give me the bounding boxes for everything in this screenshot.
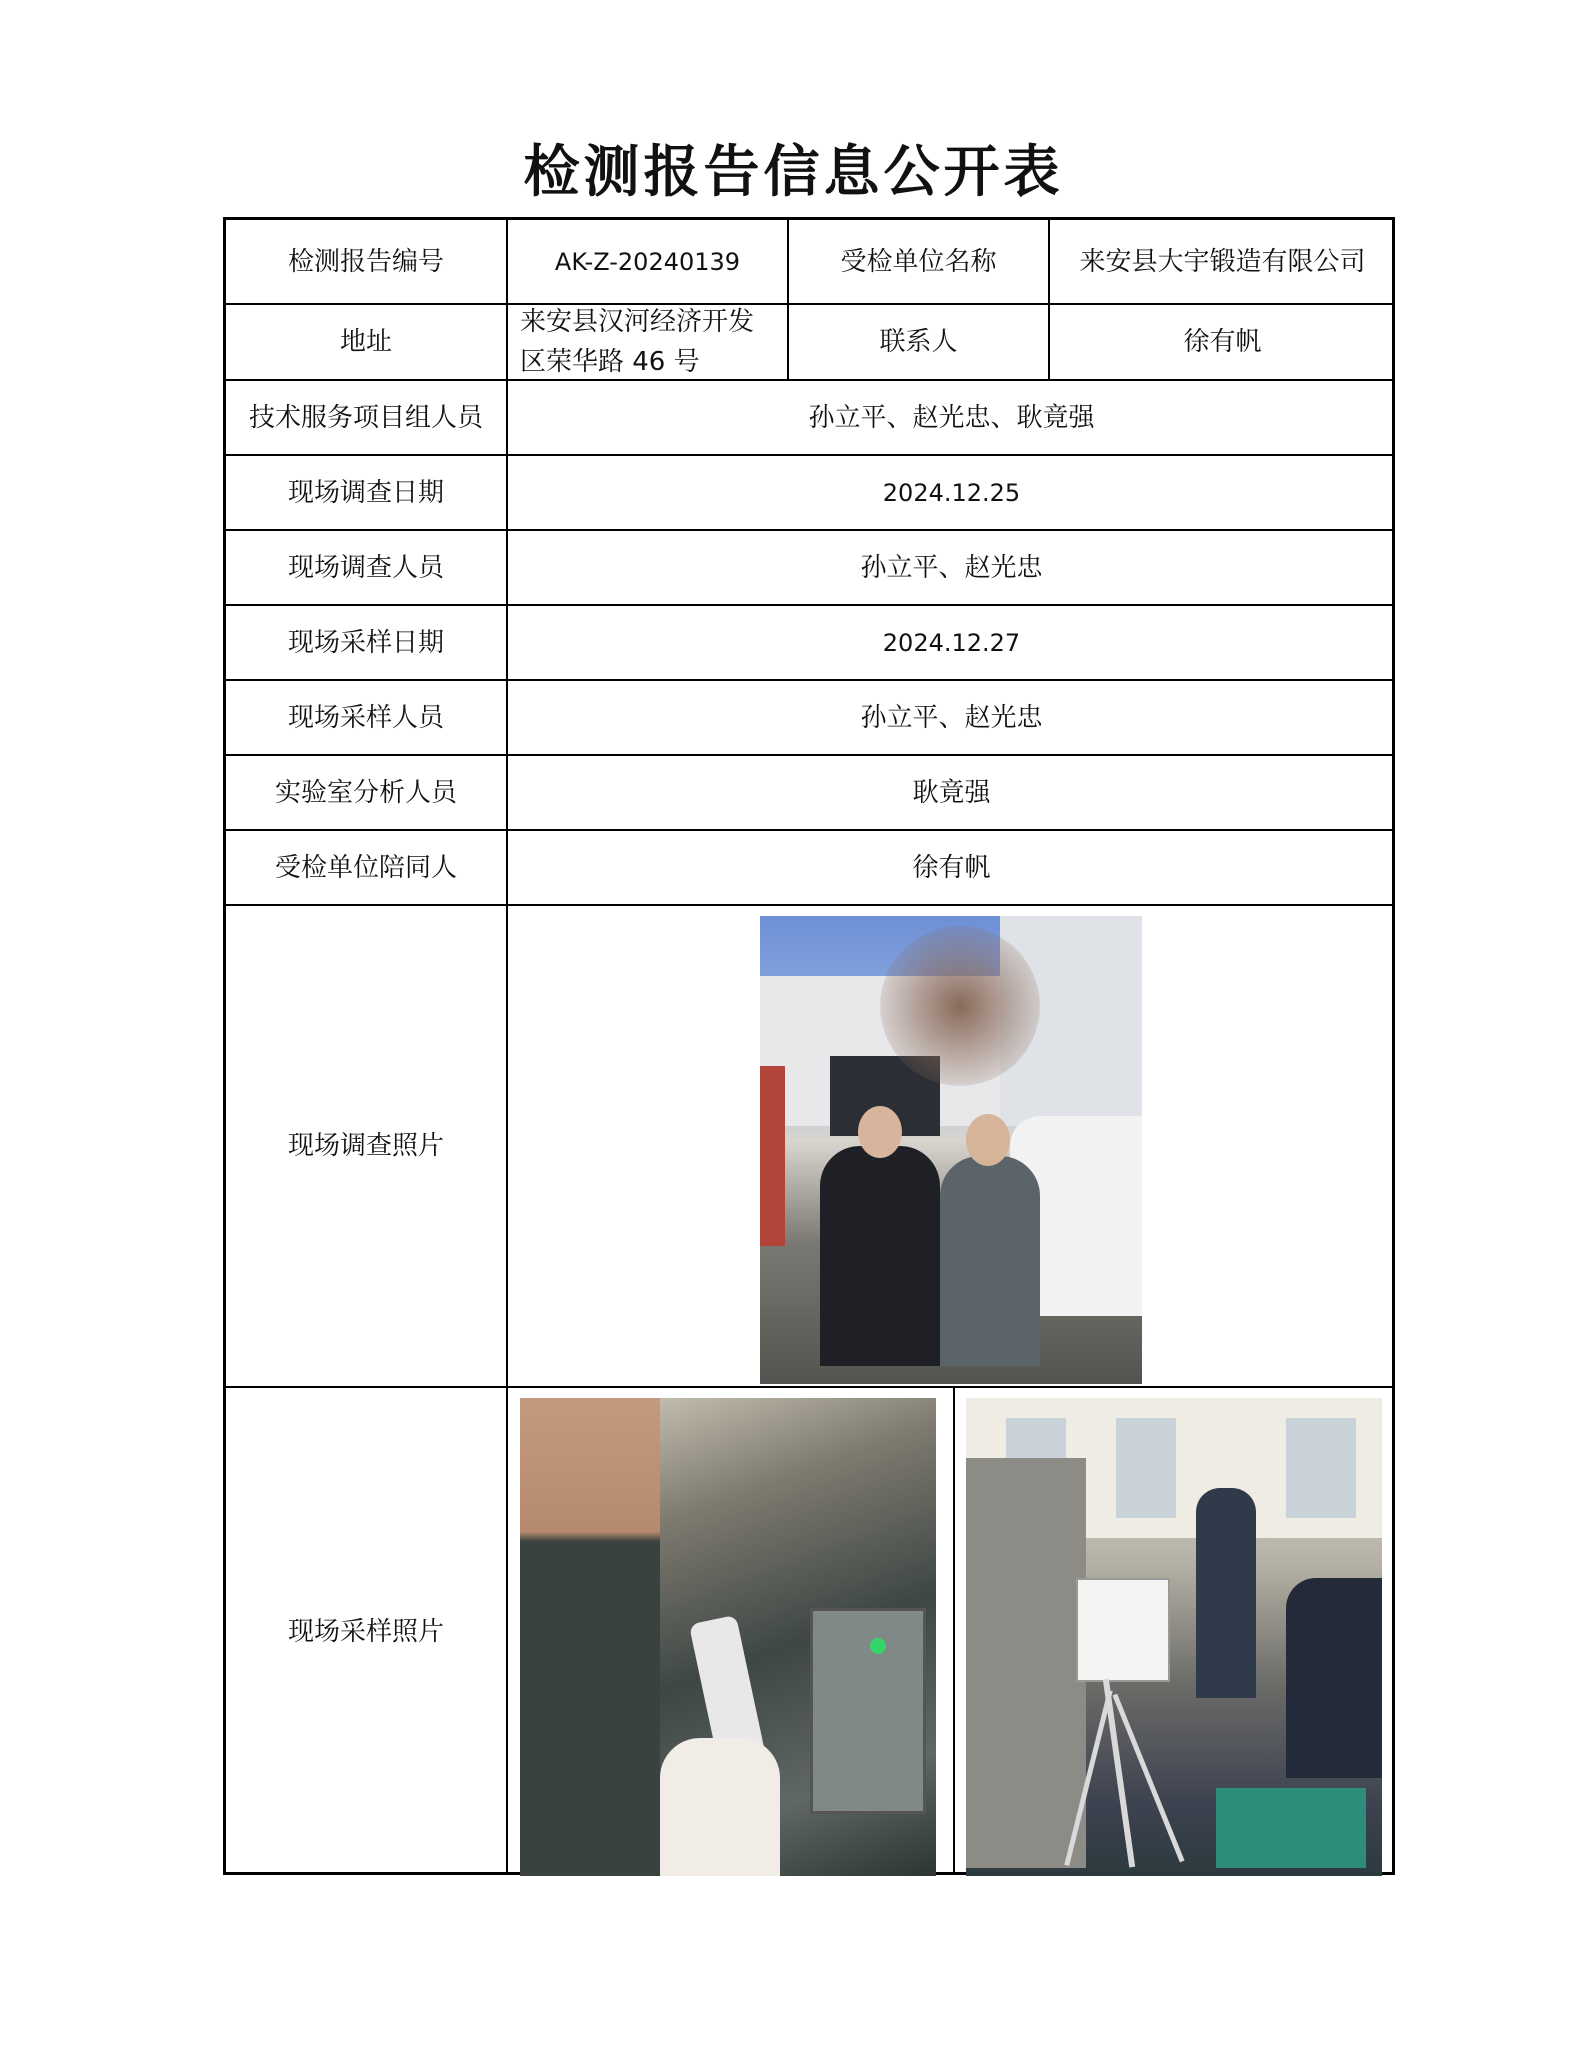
survey-photo bbox=[760, 916, 1142, 1384]
sampling-photo-tripod-sampler bbox=[966, 1398, 1382, 1876]
escort-label: 受检单位陪同人 bbox=[274, 852, 457, 883]
report-no-label: 检测报告编号 bbox=[287, 246, 444, 277]
sampling-staff-label: 现场采样人员 bbox=[287, 702, 444, 733]
unit-name-label: 受检单位名称 bbox=[840, 246, 997, 277]
team-label: 技术服务项目组人员 bbox=[248, 402, 483, 433]
address-value bbox=[508, 305, 787, 379]
survey-date-label: 现场调查日期 bbox=[287, 477, 444, 508]
report-no-value: AK-Z-20240139 bbox=[554, 247, 741, 276]
info-table bbox=[223, 217, 1395, 1875]
team-value: 孙立平、赵光忠、耿竟强 bbox=[808, 402, 1095, 433]
survey-date-value: 2024.12.25 bbox=[882, 478, 1021, 507]
sampling-date-label: 现场采样日期 bbox=[287, 627, 444, 658]
sampling-date-value: 2024.12.27 bbox=[882, 628, 1021, 657]
page-title: 检测报告信息公开表 bbox=[523, 140, 1064, 205]
survey-staff-value: 孙立平、赵光忠 bbox=[860, 552, 1043, 583]
column-divider bbox=[953, 1386, 955, 1875]
escort-value: 徐有帆 bbox=[912, 852, 991, 883]
survey-photo-label: 现场调查照片 bbox=[287, 1131, 444, 1161]
lab-staff-value: 耿竟强 bbox=[912, 777, 991, 808]
address-label: 地址 bbox=[339, 327, 392, 357]
address-line-2: 区荣华路 46 号 bbox=[520, 347, 700, 377]
sampling-photo-sound-meter bbox=[520, 1398, 936, 1876]
address-line-1: 来安县汉河经济开发 bbox=[520, 307, 755, 337]
survey-staff-label: 现场调查人员 bbox=[287, 552, 444, 583]
unit-name-value: 来安县大宇锻造有限公司 bbox=[1079, 246, 1366, 277]
sampling-staff-value: 孙立平、赵光忠 bbox=[860, 702, 1043, 733]
contact-label: 联系人 bbox=[879, 327, 958, 357]
lab-staff-label: 实验室分析人员 bbox=[274, 777, 457, 808]
sampling-photo-label: 现场采样照片 bbox=[287, 1616, 444, 1647]
contact-value: 徐有帆 bbox=[1183, 327, 1262, 357]
